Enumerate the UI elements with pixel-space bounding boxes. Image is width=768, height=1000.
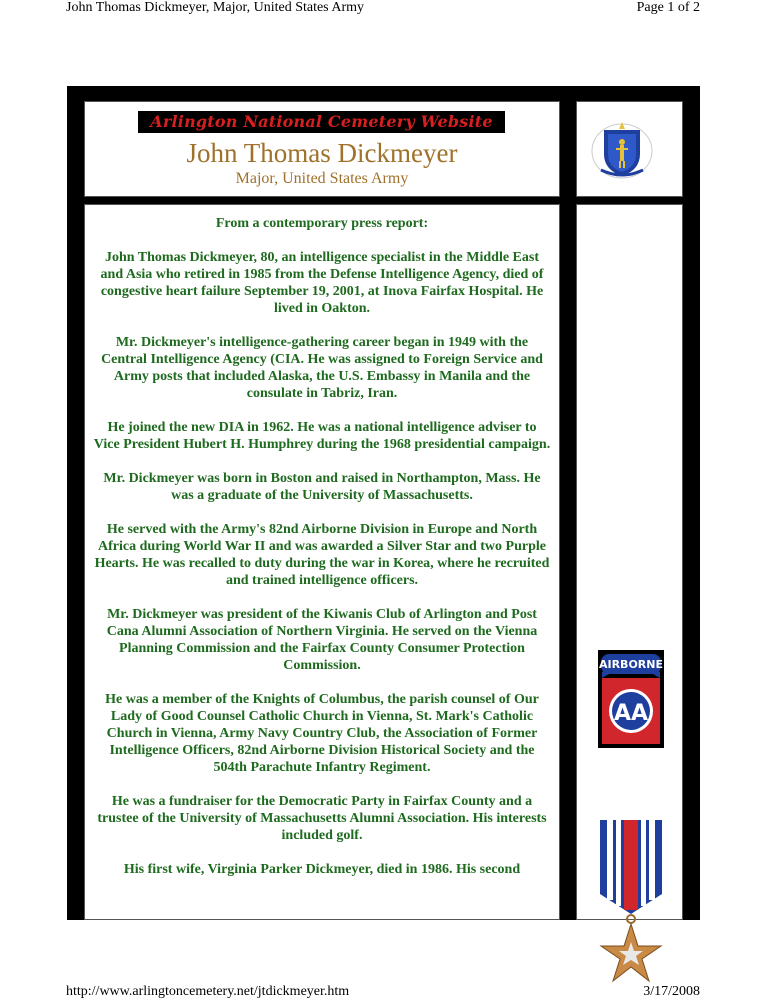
page-frame: [67, 86, 700, 920]
article-paragraph-7: He was a member of the Knights of Columbus, the parish counsel of Our Lady of Good Counsel Catholic Church in Vienna, St. Mark's Catholic Church in Vienna, Army Navy Country Club, the Association of Former Intelligence Officers, 82nd Airborne Division Historical Society and the 504th Parachute Infantry Regiment.: [105, 692, 539, 775]
article-body: [85, 205, 559, 878]
print-footer-date: 3/17/2008: [643, 984, 700, 999]
article-paragraph-8: He was a fundraiser for the Democratic Party in Fairfax County and a trustee of the University of Massachusetts Alumni Association. His interests included golf.: [97, 794, 547, 843]
print-footer-url: http://www.arlingtoncemetery.net/jtdickmeyer.htm: [66, 984, 350, 999]
article-paragraph-2: Mr. Dickmeyer's intelligence-gathering career began in 1949 with the Central Intelligence Agency (CIA. He was assigned to Foreign Service and Army posts that included Alaska, the U.S. Embassy in Manila and the consulate in Tabriz, Iran.: [101, 335, 543, 401]
patch-letters-text: AA: [613, 701, 649, 726]
article-paragraph-3: He joined the new DIA in 1962. He was a national intelligence adviser to Vice President Hubert H. Humphrey during the 1968 presidential campaign.: [93, 420, 551, 452]
title-panel: [84, 101, 560, 197]
insignia-panel: [576, 204, 683, 920]
article-paragraph-4: Mr. Dickmeyer was born in Boston and raised in Northampton, Mass. He was a graduate of the University of Massachusetts.: [103, 471, 541, 503]
article-paragraph-9: His first wife, Virginia Parker Dickmeyer, died in 1986. His second: [123, 862, 521, 877]
article-paragraph-6: Mr. Dickmeyer was president of the Kiwanis Club of Arlington and Post Cana Alumni Association of Northern Virginia. He served on the Vienna Planning Commission and the Fairfax County Consumer Protection Commission.: [106, 607, 538, 673]
page-title: John Thomas Dickmeyer: [186, 138, 458, 168]
patch-tab-text: AIRBORNE: [598, 658, 664, 671]
silver-star-medal-icon: [598, 820, 664, 996]
airborne-patch-icon: [598, 650, 664, 748]
rank-subtitle: Major, United States Army: [235, 170, 409, 187]
massachusetts-seal-icon: [591, 118, 653, 180]
article-panel: [84, 204, 560, 920]
seal-panel: [576, 101, 683, 197]
article-intro: From a contemporary press report:: [215, 216, 429, 231]
site-banner[interactable]: Arlington National Cemetery Website: [138, 111, 505, 133]
article-paragraph-5: He served with the Army's 82nd Airborne Division in Europe and North Africa during World War II and was awarded a Silver Star and two Purple Hearts. He was recalled to duty during the war in Korea, where he recruited and trained intelligence officers.: [94, 522, 550, 588]
article-paragraph-1: John Thomas Dickmeyer, 80, an intelligence specialist in the Middle East and Asia who retired in 1985 from the Defense Intelligence Agency, died of congestive heart failure September 19, 2001, at Inova Fairfax Hospital. He lived in Oakton.: [100, 250, 544, 316]
print-header-title: John Thomas Dickmeyer, Major, United States Army: [66, 0, 365, 15]
print-page-label: Page 1 of 2: [636, 0, 700, 15]
